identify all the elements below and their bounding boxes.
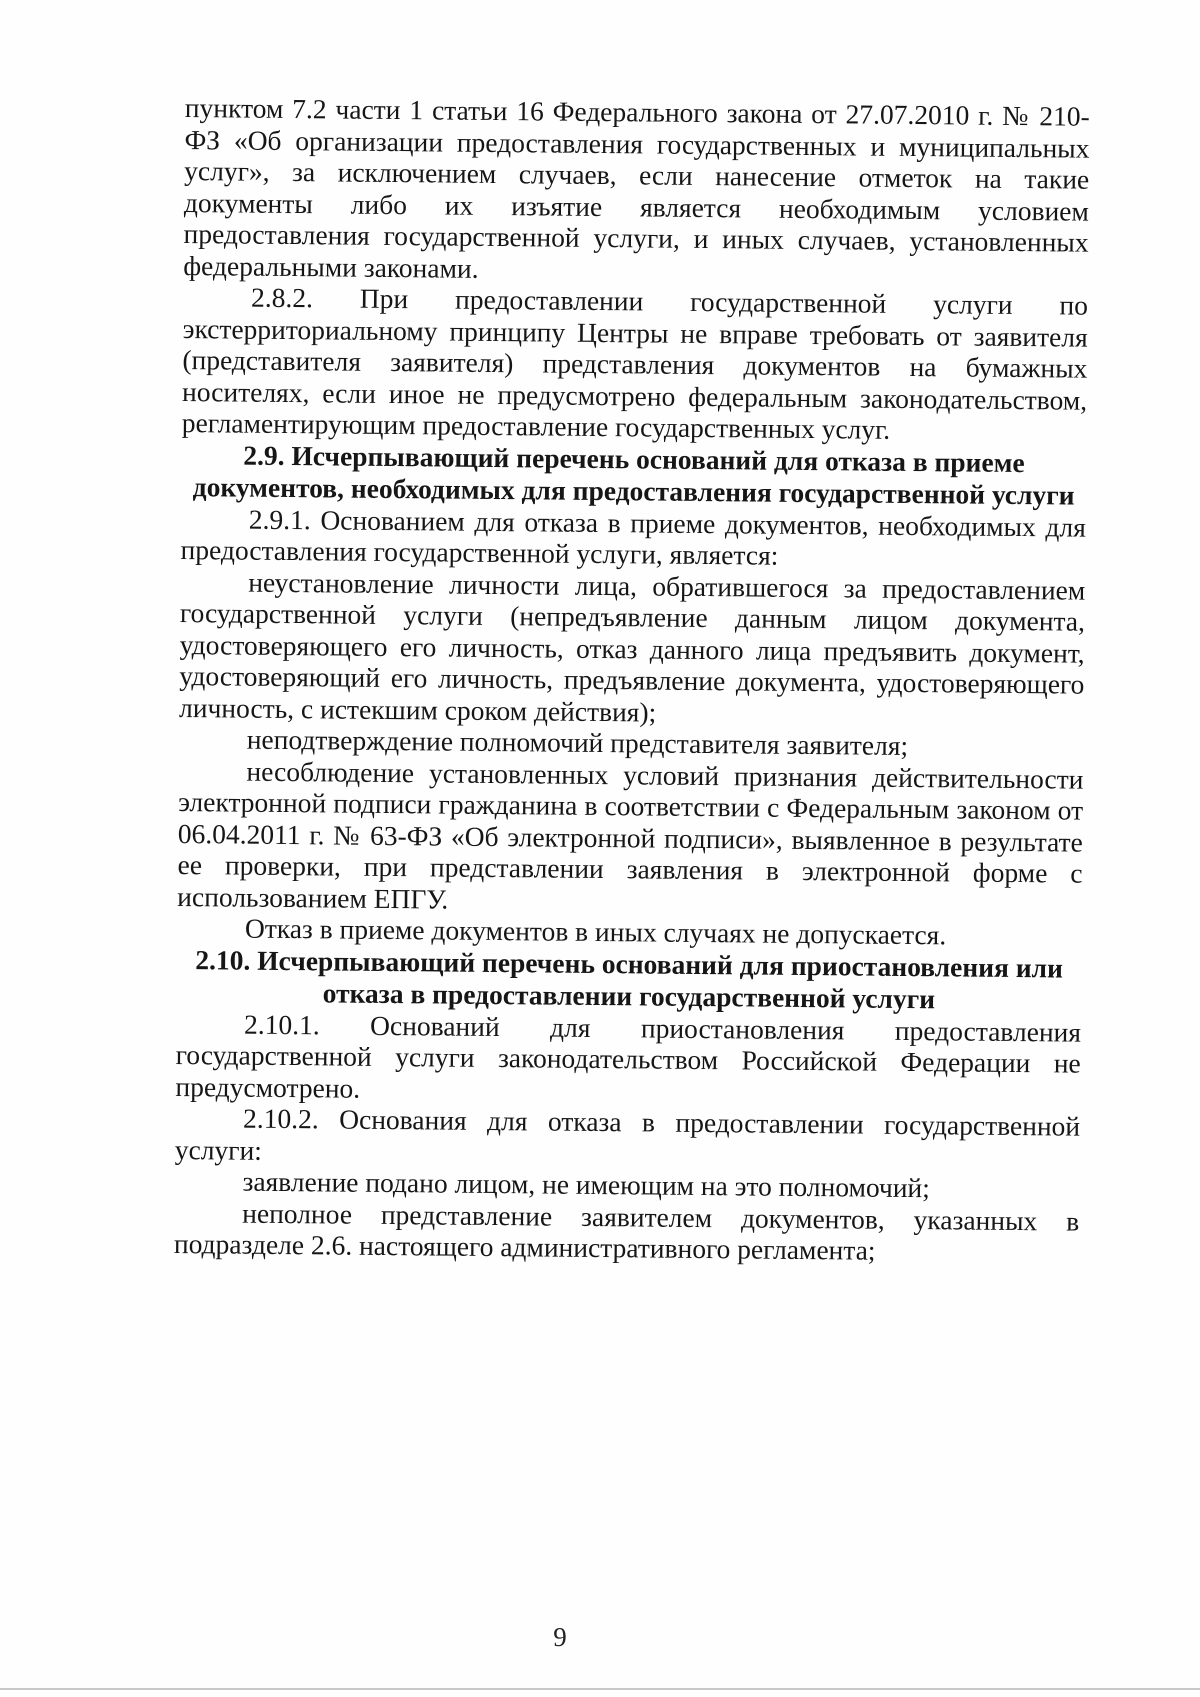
paragraph-2-10-1: 2.10.1. Оснований для приостановления предоставления государственной услуги законодательством Российской Федерации не предусмотрено.	[175, 1008, 1082, 1104]
page-number: 9	[553, 1622, 567, 1652]
paragraph-signature-conditions: несоблюдение установленных условий признания действительности электронной подписи гражданина в соответствии с Федеральным законом от 06.04.2011 г. № 63-ФЗ «Об электронной подписи», выявленное в результате ее проверки, при представлении заявления в электронной форме с использованием ЕПГУ.	[177, 755, 1084, 915]
section-heading-2-9: 2.9. Исчерпывающий перечень оснований для отказа в приеме документов, необходимых для предоставления государственной услуги	[192, 439, 1075, 511]
paragraph-2-8-2: 2.8.2. При предоставлении государственной услуги по экстерриториальному принципу Центры не вправе требовать от заявителя (представителя заявителя) представления документов на бумажных носителях, если иное не предусмотрено федеральным законодательством, регламентирующим предоставление государственных услуг.	[181, 281, 1089, 445]
paragraph-authority-not-confirmed: неподтверждение полномочий представителя заявителя;	[246, 723, 909, 761]
paragraph-continuation: пунктом 7.2 части 1 статьи 16 Федерального закона от 27.07.2010 г. № 210-ФЗ «Об организации предоставления государственных и муниципальных услуг», за исключением случаев, если нанесение отметок на такие документы либо их изъятие является необходимым условием предоставления государственной услуги, и иных случаев, установленных федеральными законами.	[183, 92, 1090, 284]
paragraph-2-9-1: 2.9.1. Основанием для отказа в приеме документов, необходимых для предоставления государственной услуги, является:	[180, 503, 1087, 571]
document-body	[174, 92, 1090, 1268]
paragraph-2-10-2: 2.10.2. Основания для отказа в предоставлении государственной услуги:	[174, 1102, 1081, 1166]
paragraph-no-other-refusal: Отказ в приеме документов в иных случаях не допускается.	[244, 912, 947, 951]
section-heading-2-10: 2.10. Исчерпывающий перечень оснований для приостановления или отказа в предоставлении государственной услуги	[195, 943, 1064, 1014]
paragraph-identity-not-established: неустановление личности лица, обратившегося за предоставлением государственной услуги (непредъявление данным лицом документа, удостоверяющего его личность, отказ данного лица предъявить документ, удостоверяющий его личность, предъявление документа, удостоверяющего личность, с истекшим сроком действия);	[178, 566, 1086, 728]
paragraph-incomplete-documents: неполное представление заявителем документов, указанных в подразделе 2.6. настоящего административного регламента;	[173, 1197, 1080, 1266]
paragraph-no-authority: заявление подано лицом, не имеющим на это полномочий;	[242, 1165, 931, 1204]
scan-edge-divider	[0, 1688, 1200, 1690]
